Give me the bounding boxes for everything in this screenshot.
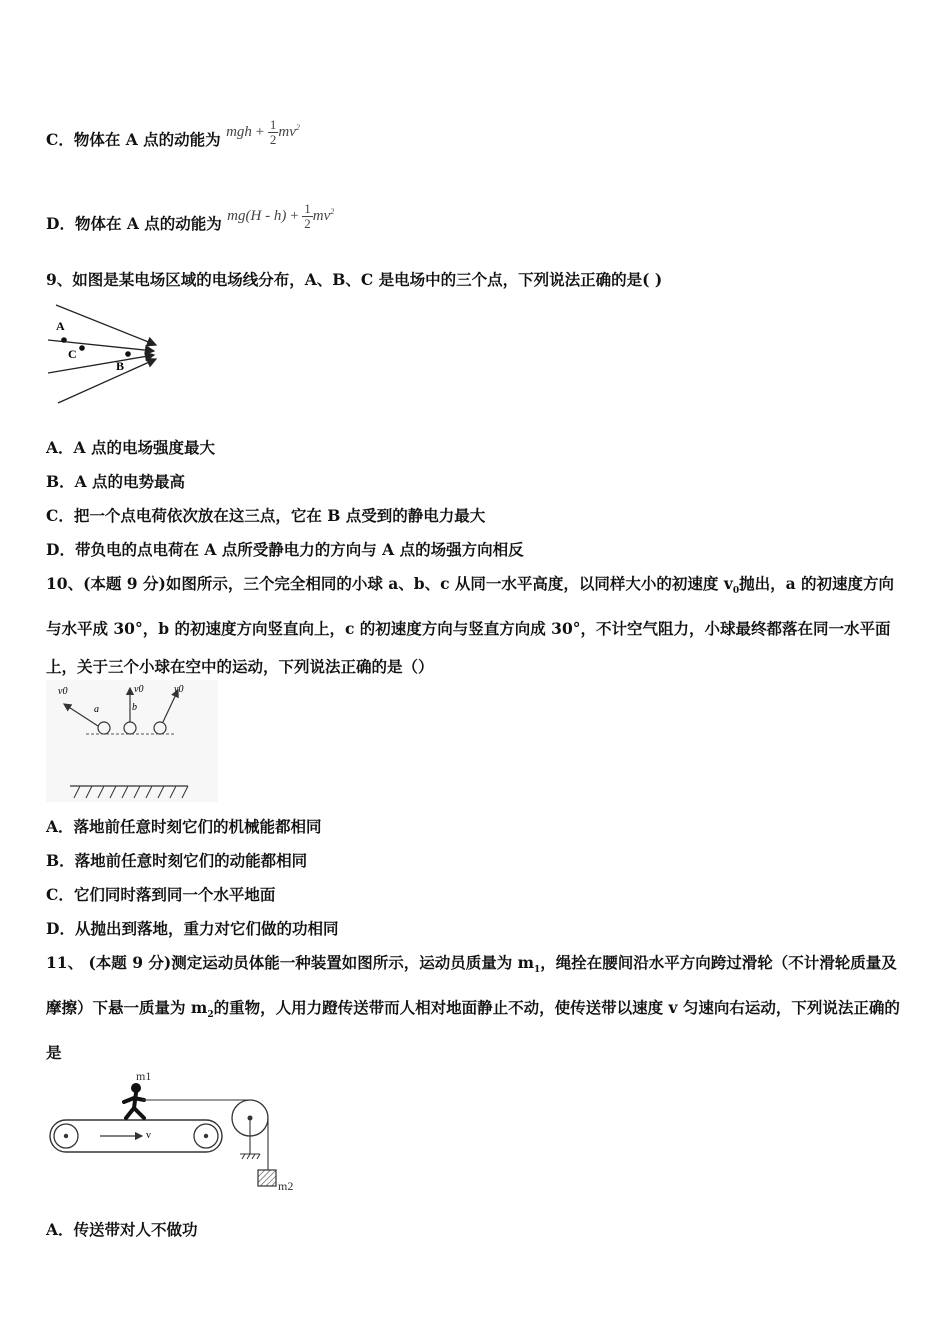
point-b-dot	[125, 351, 131, 357]
formula-fraction	[302, 202, 313, 231]
fraction-denominator: 2	[304, 216, 311, 232]
q10-projectile-figure	[46, 680, 218, 802]
q11-option-a: A．传送带对人不做功	[46, 1220, 198, 1239]
label-m2: m2	[278, 1179, 294, 1193]
q10-option-d: D．从抛出到落地，重力对它们做的功相同	[46, 919, 339, 938]
formula-term: mgh	[226, 124, 252, 140]
subscript: 2	[207, 1010, 214, 1021]
fraction-numerator: 1	[269, 117, 277, 133]
formula-term: mv	[278, 124, 296, 140]
q8-option-c-formula	[226, 117, 300, 148]
field-line	[58, 359, 156, 403]
point-c-dot	[79, 345, 85, 351]
point-a-dot	[61, 337, 67, 343]
formula-exponent: 2	[330, 207, 335, 216]
q9-option-c: C．把一个点电荷依次放在这三点，它在 B 点受到的静电力最大	[46, 506, 486, 525]
q11-stem-text: 的重物，人用力蹬传送带而人相对地面静止不动，使传送带以速度 v 匀速向右运动，下列说法正确的是	[46, 998, 900, 1063]
formula-term: mg(H - h)	[227, 208, 287, 224]
formula-plus: +	[290, 208, 299, 224]
fraction-numerator: 1	[304, 201, 311, 217]
q8-option-c-text: C．物体在 A 点的动能为	[46, 130, 221, 149]
label-v: v	[146, 1130, 151, 1141]
q11-stem-text: 11、 (本题 9 分)测定运动员体能一种装置如图所示，运动员质量为 m	[46, 953, 535, 972]
formula-fraction	[268, 118, 279, 147]
q10-option-c: C．它们同时落到同一个水平地面	[46, 885, 276, 904]
fraction-denominator: 2	[269, 132, 277, 148]
figure-background	[46, 680, 218, 802]
hanging-weight	[258, 1170, 276, 1186]
q10-stem	[46, 565, 906, 686]
q9-field-lines-figure	[46, 303, 171, 413]
label-c: C	[68, 347, 77, 361]
q11-stem-text: ，绳拴在腰间沿水平方向跨过滑轮（不计滑轮质量及摩擦）下悬一质量为 m	[46, 953, 897, 1018]
subscript: 1	[534, 965, 541, 976]
formula-term: mv	[312, 208, 331, 224]
label-b: B	[116, 359, 125, 373]
label-v0: v0	[174, 684, 184, 695]
label-v0: v0	[134, 684, 144, 695]
field-line	[56, 305, 156, 345]
subscript: 0	[732, 586, 740, 597]
q11-stem	[46, 944, 906, 1072]
roller-axle	[64, 1134, 68, 1138]
runner-person	[124, 1083, 144, 1118]
label-v0: v0	[58, 686, 68, 697]
q8-option-d	[46, 201, 335, 240]
roller-axle	[204, 1134, 208, 1138]
label-m1: m1	[136, 1069, 152, 1083]
q9-option-d: D．带负电的点电荷在 A 点所受静电力的方向与 A 点的场强方向相反	[46, 540, 524, 559]
field-line	[48, 355, 154, 373]
q10-option-b: B．落地前任意时刻它们的动能都相同	[46, 851, 308, 870]
label-a: a	[94, 704, 99, 715]
q8-option-d-text: D．物体在 A 点的动能为	[46, 214, 222, 233]
q9-stem: 9、如图是某电场区域的电场线分布，A、B、C 是电场中的三个点，下列说法正确的是( )	[46, 270, 663, 289]
q8-option-c	[46, 117, 300, 156]
q10-option-a: A．落地前任意时刻它们的机械能都相同	[46, 817, 322, 836]
q10-stem-text: 10、(本题 9 分)如图所示，三个完全相同的小球 a、b、c 从同一水平高度，以同样大小的初速度 v	[46, 574, 733, 593]
support-hatching	[242, 1154, 260, 1159]
q9-option-a: A．A 点的电场强度最大	[46, 438, 215, 457]
q8-option-d-formula	[227, 201, 335, 232]
label-b: b	[132, 702, 137, 713]
q11-conveyor-figure	[46, 1066, 306, 1200]
label-a: A	[56, 319, 65, 333]
q9-option-b: B．A 点的电势最高	[46, 472, 186, 491]
formula-plus: +	[255, 124, 265, 140]
q10-stem-text: 抛出，a 的初速度方向与水平成 30°，b 的初速度方向竖直向上，c 的初速度方向与竖直方向成 30°，不计空气阻力，小球最终都落在同一水平面上，关于三个小球在空中的运动，下列说法正确的是（）	[46, 574, 895, 677]
formula-exponent: 2	[295, 123, 300, 132]
